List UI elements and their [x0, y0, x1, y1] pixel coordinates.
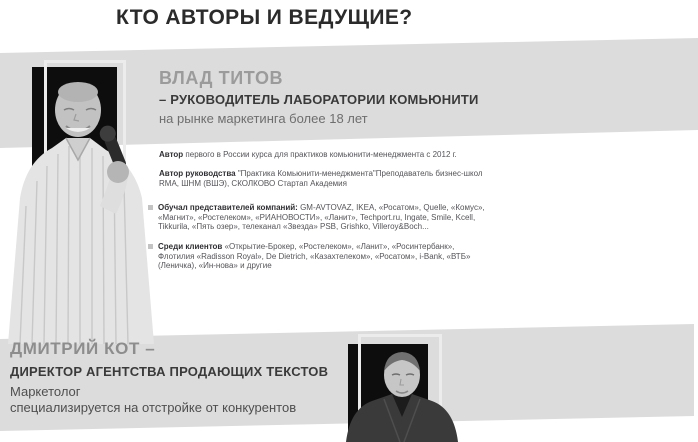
speaker2-line1: Маркетолог — [10, 384, 81, 399]
speaker2-role: ДИРЕКТОР АГЕНТСТВА ПРОДАЮЩИХ ТЕКСТОВ — [10, 364, 329, 379]
shoulders-shape — [346, 394, 458, 442]
paragraph-lead: Автор руководства — [159, 169, 236, 178]
bullet-lead: Обучал представителей компаний: — [158, 203, 298, 212]
bullet-item-companies — [148, 203, 493, 232]
dmitry-kot-photo — [344, 347, 462, 442]
vlad-titov-photo — [4, 76, 156, 344]
paragraph-text: первого в России курса для практиков комьюнити-менеджмента с 2012 г. — [183, 150, 457, 159]
torso-shape — [8, 138, 154, 344]
speaker1-paragraph-1 — [159, 150, 491, 160]
bullet-text: «Открытие-Брокер, «Ростелеком», «Ланит», «Росинтербанк», Флотилия «Radisson Royal», De Dietrich, «Казахтелеком», «Росатом», i-Bank, «ВТБ» (Леничка), «Ин-нова» и другие — [158, 242, 471, 270]
speaker1-name: ВЛАД ТИТОВ — [159, 68, 284, 88]
bullet-text-block — [158, 242, 490, 271]
speaker1-experience: на рынке маркетинга более 18 лет — [159, 111, 368, 126]
bullet-item-clients — [148, 242, 493, 271]
paragraph-text: "Практика Комьюнити-менеджмента"Преподаватель бизнес-школ RMA, ШНМ (ВШЭ), СКОЛКОВО Стартап Академия — [159, 169, 483, 188]
bullet-lead: Среди клиентов — [158, 242, 223, 251]
speaker2-name: ДМИТРИЙ КОТ – — [10, 339, 156, 358]
speaker2-line2: специализируется на отстройке от конкурентов — [10, 400, 297, 415]
head-shape — [384, 352, 420, 397]
page-title: КТО АВТОРЫ И ВЕДУЩИЕ? — [116, 6, 413, 29]
speaker1-role: – РУКОВОДИТЕЛЬ ЛАБОРАТОРИИ КОМЬЮНИТИ — [159, 92, 479, 107]
bullet-marker — [148, 205, 153, 210]
bullet-text: GM-AVTOVAZ, IKEA, «Росатом», Quelle, «Комус», «Магнит», «Ростелеком», «РИАНОВОСТИ», «Ланит», Techport.ru, Ingate, Smile, Kcell, Tikkurila, «Пять озер», телеканал «Звезда» PSB, Grishko, Villeroy&Boch... — [158, 203, 485, 231]
head-shape — [55, 82, 101, 137]
paragraph-lead: Автор — [159, 150, 184, 159]
speaker1-paragraph-2 — [159, 169, 491, 188]
bullet-marker — [148, 244, 153, 249]
bullet-text-block — [158, 203, 490, 232]
